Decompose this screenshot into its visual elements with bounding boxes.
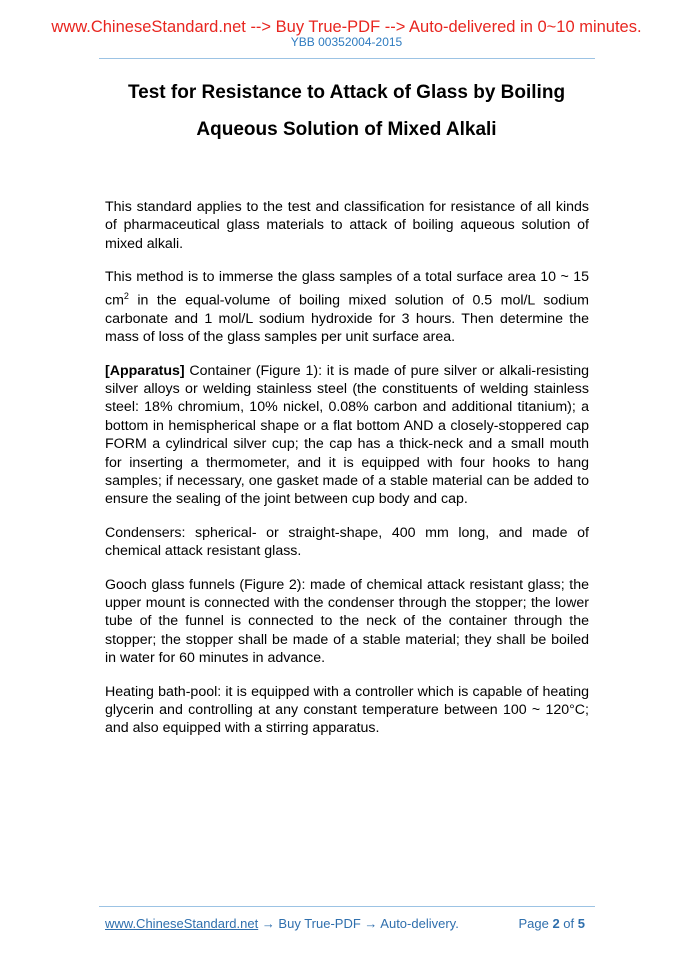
current-page: 2 (552, 916, 560, 931)
method-text-cont: in the equal-volume of boiling mixed solution of 0.5 mol/L sodium carbonate and 1 mol/L sodium hydroxide for 3 hours. Then determine the mass of loss of the glass samples per unit surface area. (105, 292, 589, 346)
footer-text: → Buy True-PDF → Auto-delivery. (258, 916, 459, 931)
footer-promo (105, 916, 459, 931)
superscript: 2 (123, 290, 129, 301)
paragraph-heating-bath: Heating bath-pool: it is equipped with a controller which is capable of heating glycerin and controlling at any constant temperature between 100 ~ 120°C; and also equipped with a stirring apparatus. (105, 683, 589, 737)
page-label: Page (518, 916, 549, 931)
paragraph-condensers: Condensers: spherical- or straight-shape, 400 mm long, and made of chemical attack resistant glass. (105, 524, 589, 560)
total-pages: 5 (577, 916, 585, 931)
standard-code: YBB 00352004-2015 (290, 35, 403, 49)
page-title-line1: Test for Resistance to Attack of Glass by Boiling (127, 82, 566, 103)
header-divider (99, 58, 595, 59)
page-number (518, 916, 585, 931)
document-body (105, 198, 589, 753)
promo-banner: www.ChineseStandard.net --> Buy True-PDF --> Auto-delivered in 0~10 minutes. (51, 18, 642, 36)
footer-link[interactable]: www.ChineseStandard.net (105, 916, 259, 931)
method-text: This method is to immerse the glass samples of a total surface area 10 ~ 15 cm (105, 269, 589, 309)
paragraph-apparatus (105, 362, 589, 509)
of-label: of (563, 916, 575, 931)
paragraph-funnels: Gooch glass funnels (Figure 2): made of chemical attack resistant glass; the upper mount is connected with the condenser through the stopper; the lower tube of the funnel is connected to the neck of the container through the stopper; the stopper shall be made of a stable material; they shall be boiled in water for 60 minutes in advance. (105, 576, 589, 667)
paragraph-method (105, 268, 589, 346)
apparatus-label: [Apparatus] (105, 362, 185, 379)
footer (105, 916, 585, 931)
footer-divider (99, 906, 595, 907)
paragraph-scope: This standard applies to the test and classification for resistance of all kinds of pharmaceutical glass materials to attack of boiling aqueous solution of mixed alkali. (105, 199, 589, 252)
page-title-line2: Aqueous Solution of Mixed Alkali (196, 119, 497, 140)
apparatus-text: Container (Figure 1): it is made of pure silver or alkali-resisting silver alloys or welding stainless steel (the constituents of welding stainless steel: 18% chromium, 10% nickel, 0.08% carbon and additional titanium); a bottom in hemispherical shape or a flat bottom AND a closely-stoppered cap FORM a cylindrical silver cup; the cap has a thick-neck and a small mouth for inserting a thermometer, and it is equipped with four hooks to hang samples; if necessary, one gasket made of a stable material can be added to ensure the sealing of the joint between cup body and cap. (105, 362, 589, 508)
